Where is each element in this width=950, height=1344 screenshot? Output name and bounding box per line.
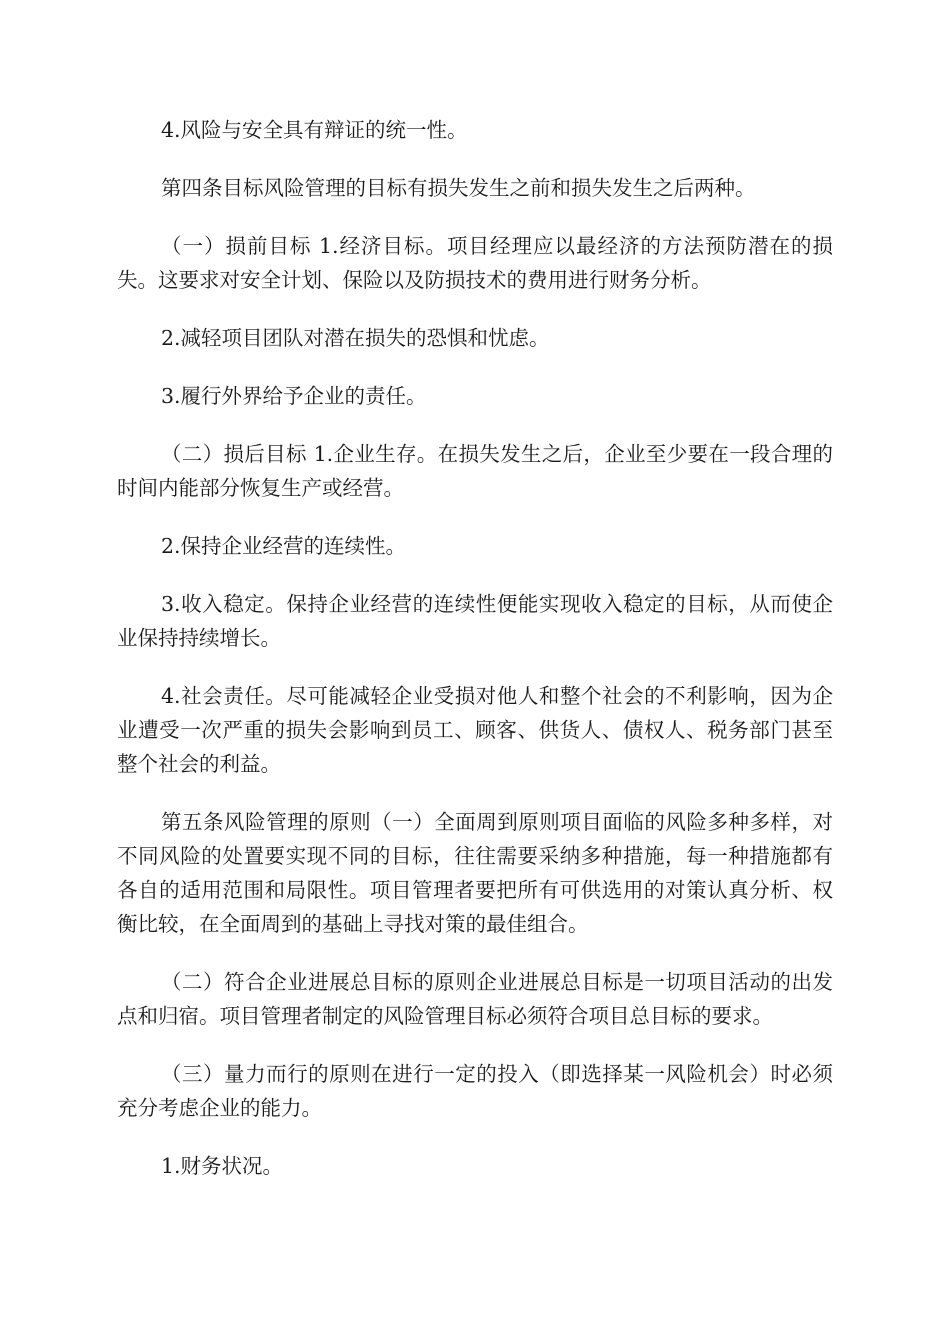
paragraph: 4.社会责任。尽可能减轻企业受损对他人和整个社会的不利影响，因为企业遭受一次严重的损失会影响到员工、顾客、供货人、债权人、税务部门甚至整个社会的利益。 <box>117 684 833 776</box>
paragraph: 第五条风险管理的原则（一）全面周到原则项目面临的风险多种多样，对不同风险的处置要实现不同的目标，往往需要采纳多种措施，每一种措施都有各自的适用范围和局限性。项目管理者要把所有可供选用的对策认真分析、权衡比较，在全面周到的基础上寻找对策的最佳组合。 <box>117 810 833 936</box>
paragraph: 3.履行外界给予企业的责任。 <box>161 384 427 408</box>
paragraph: 4.风险与安全具有辩证的统一性。 <box>161 118 468 142</box>
paragraph: 3.收入稳定。保持企业经营的连续性便能实现收入稳定的目标，从而使企业保持持续增长。 <box>117 592 833 650</box>
paragraph: （二）符合企业进展总目标的原则企业进展总目标是一切项目活动的出发点和归宿。项目管理者制定的风险管理目标必须符合项目总目标的要求。 <box>117 970 833 1028</box>
paragraph: 2.减轻项目团队对潜在损失的恐惧和忧虑。 <box>161 326 550 350</box>
document-body <box>117 113 833 1207</box>
paragraph: （一）损前目标 1.经济目标。项目经理应以最经济的方法预防潜在的损失。这要求对安全计划、保险以及防损技术的费用进行财务分析。 <box>117 234 833 292</box>
paragraph: 2.保持企业经营的连续性。 <box>161 534 407 558</box>
paragraph: 1.财务状况。 <box>161 1154 284 1178</box>
paragraph: 第四条目标风险管理的目标有损失发生之前和损失发生之后两种。 <box>161 176 756 200</box>
paragraph: （三）量力而行的原则在进行一定的投入（即选择某一风险机会）时必须充分考虑企业的能力。 <box>117 1062 833 1120</box>
paragraph: （二）损后目标 1.企业生存。在损失发生之后，企业至少要在一段合理的时间内能部分恢复生产或经营。 <box>117 442 833 500</box>
